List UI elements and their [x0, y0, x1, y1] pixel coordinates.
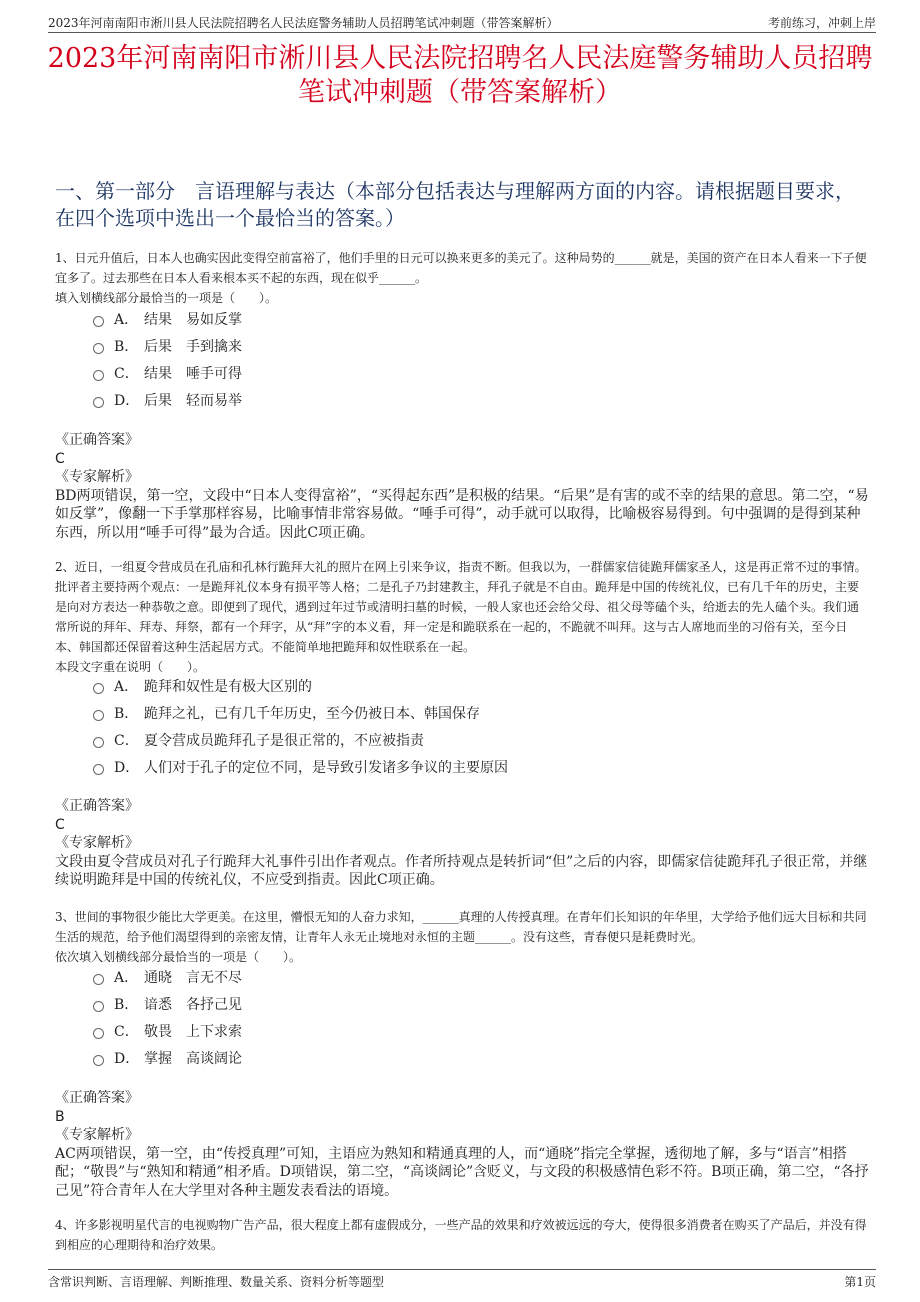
- answer-label: 《正确答案》: [55, 1090, 139, 1106]
- question-prompt: 填入划横线部分最恰当的一项是（ ）。: [55, 291, 278, 305]
- option-text: 跪拜和奴性是有极大区别的: [144, 678, 312, 695]
- option-letter: D．: [114, 392, 140, 409]
- question-text: 2、近日，一组夏令营成员在孔庙和孔林行跪拜大礼的照片在网上引来争议，指责不断。但我以为，一群儒家信徒跪拜儒家圣人，这是再正常不过的事情。批评者主要持两个观点：一是跪拜礼仪本身有损平等人格；二是孔子乃封建教主，拜孔子就是不自由。跪拜是中国的传统礼仪，已有几千年的历史，主要是向对方表达一种恭敬之意。即便到了现代，遇到过年过节或清明扫墓的时候，一般人家也还会给父母、祖父母等磕个头，给逝去的先人磕个头。我们通常所说的拜年、拜寿、拜祭，都有一个拜字，从“拜”字的本义看，拜一定是和跪联系在一起的，不跪就不叫拜。这与古人席地而坐的习俗有关，至今日本、韩国都还保留着这种生活起居方式。不能简单地把跪拜和奴性联系在一起。: [55, 560, 867, 654]
- option-d[interactable]: [93, 1044, 793, 1071]
- question-3-stem: [55, 907, 870, 967]
- option-a[interactable]: [93, 963, 793, 990]
- question-1-options: [93, 305, 793, 413]
- radio-icon[interactable]: [93, 1001, 104, 1012]
- radio-icon[interactable]: [93, 316, 104, 327]
- option-c[interactable]: [93, 1017, 793, 1044]
- question-2-answer-block: [55, 797, 870, 890]
- radio-icon[interactable]: [93, 1055, 104, 1066]
- option-letter: B．: [114, 996, 139, 1013]
- page-header: [48, 10, 876, 33]
- question-prompt: 本段文字重在说明（ ）。: [55, 660, 206, 674]
- radio-icon[interactable]: [93, 370, 104, 381]
- analysis-text: AC两项错误，第一空，由“传授真理”可知，主语应为熟知和精通真理的人，而“通晓”指完全掌握，透彻地了解，多与“语言”相搭配；“敬畏”与“熟知和精通”相矛盾。D项错误，第二空，“高谈阔论”含贬义，与文段的积极感情色彩不符。B项正确，第二空，“各抒己见”符合青年人在大学里对各种主题发表看法的语境。: [55, 1145, 869, 1199]
- radio-icon[interactable]: [93, 397, 104, 408]
- option-text: 掌握 高谈阔论: [144, 1050, 242, 1067]
- option-letter: A．: [114, 678, 139, 695]
- option-text: 结果 易如反掌: [144, 311, 242, 328]
- question-prompt: 依次填入划横线部分最恰当的一项是（ ）。: [55, 950, 302, 964]
- option-letter: D．: [114, 759, 140, 776]
- question-2-options: [93, 672, 793, 780]
- option-b[interactable]: [93, 332, 793, 359]
- option-letter: C．: [114, 732, 139, 749]
- option-text: 后果 手到擒来: [144, 338, 242, 355]
- question-text: 3、世间的事物很少能比大学更美。在这里，懵恨无知的人奋力求知，______真理的人传授真理。在青年们长知识的年华里，大学给予他们远大目标和共同生活的规范，给予他们渴望得到的亲密友情，让青年人永无止境地对永恒的主题______。没有这些，青春便只是耗费时光。: [55, 910, 867, 944]
- radio-icon[interactable]: [93, 737, 104, 748]
- option-text: 人们对于孔子的定位不同，是导致引发诸多争议的主要原因: [144, 759, 508, 776]
- option-letter: A．: [114, 311, 139, 328]
- analysis-text: 文段由夏令营成员对孔子行跪拜大礼事件引出作者观点。作者所持观点是转折词“但”之后的内容，即儒家信徒跪拜孔子很正常，并继续说明跪拜是中国的传统礼仪，不应受到指责。因此C项正确。: [55, 853, 868, 888]
- option-letter: C．: [114, 365, 139, 382]
- page-footer: [48, 1269, 876, 1290]
- option-text: 夏令营成员跪拜孔子是很正常的，不应被指责: [144, 732, 424, 749]
- option-b[interactable]: [93, 699, 793, 726]
- option-text: 跪拜之礼，已有几千年历史，至今仍被日本、韩国保存: [144, 705, 480, 722]
- option-letter: B．: [114, 338, 139, 355]
- option-letter: A．: [114, 969, 139, 986]
- radio-icon[interactable]: [93, 1028, 104, 1039]
- footer-description: 含常识判断、言语理解、判断推理、数量关系、资料分析等题型: [48, 1275, 385, 1289]
- document-title: 2023年河南南阳市淅川县人民法院招聘名人民法庭警务辅助人员招聘笔试冲刺题（带答案解析）: [47, 43, 873, 108]
- option-a[interactable]: [93, 305, 793, 332]
- option-c[interactable]: [93, 359, 793, 386]
- question-4-stem: [55, 1215, 870, 1255]
- answer-label: 《正确答案》: [55, 432, 139, 448]
- option-letter: D．: [114, 1050, 140, 1067]
- radio-icon[interactable]: [93, 683, 104, 694]
- radio-icon[interactable]: [93, 764, 104, 775]
- option-text: 谙悉 各抒己见: [144, 996, 242, 1013]
- option-a[interactable]: [93, 672, 793, 699]
- option-text: 后果 轻而易举: [144, 392, 242, 409]
- section-heading: 一、第一部分 言语理解与表达（本部分包括表达与理解两方面的内容。请根据题目要求，在四个选项中选出一个最恰当的答案。）: [55, 179, 855, 230]
- radio-icon[interactable]: [93, 710, 104, 721]
- option-d[interactable]: [93, 386, 793, 413]
- option-text: 通晓 言无不尽: [144, 969, 242, 986]
- header-slogan: 考前练习，冲刺上岸: [767, 16, 876, 30]
- answer-label: 《正确答案》: [55, 798, 139, 814]
- correct-answer: C: [55, 816, 65, 833]
- option-text: 结果 唾手可得: [144, 365, 242, 382]
- option-c[interactable]: [93, 726, 793, 753]
- analysis-label: 《专家解析》: [55, 469, 139, 485]
- question-1-stem: [55, 248, 870, 308]
- radio-icon[interactable]: [93, 343, 104, 354]
- question-2-stem: [55, 557, 870, 677]
- question-3-options: [93, 963, 793, 1071]
- page-number: 第1页: [844, 1275, 876, 1289]
- question-1-answer-block: [55, 431, 870, 542]
- analysis-label: 《专家解析》: [55, 835, 139, 851]
- option-text: 敬畏 上下求索: [144, 1023, 242, 1040]
- analysis-label: 《专家解析》: [55, 1127, 139, 1143]
- option-d[interactable]: [93, 753, 793, 780]
- correct-answer: C: [55, 450, 65, 467]
- correct-answer: B: [55, 1108, 65, 1125]
- option-letter: C．: [114, 1023, 139, 1040]
- radio-icon[interactable]: [93, 974, 104, 985]
- header-document-title: 2023年河南南阳市淅川县人民法院招聘名人民法庭警务辅助人员招聘笔试冲刺题（带答案解析）: [48, 16, 559, 30]
- question-text: 4、许多影视明星代言的电视购物广告产品，很大程度上都有虚假成分，一些产品的效果和疗效被远远的夸大，使得很多消费者在购买了产品后，并没有得到相应的心理期待和治疗效果。: [55, 1218, 867, 1252]
- analysis-text: BD两项错误，第一空，文段中“日本人变得富裕”，“买得起东西”是积极的结果。“后果”是有害的或不幸的结果的意思。第二空，“易如反掌”，像翻一下手掌那样容易，比喻事情非常容易做。“唾手可得”，动手就可以取得，比喻极容易得到。句中强调的是得到某种东西，所以用“唾手可得”最为合适。因此C项正确。: [55, 487, 869, 541]
- question-text: 1、日元升值后，日本人也确实因此变得空前富裕了，他们手里的日元可以换来更多的美元了。这种局势的______就是，美国的资产在日本人看来一下子便宜多了。过去那些在日本人看来根本买不起的东西，现在似乎______。: [55, 251, 867, 285]
- option-letter: B．: [114, 705, 139, 722]
- question-3-answer-block: [55, 1089, 870, 1200]
- option-b[interactable]: [93, 990, 793, 1017]
